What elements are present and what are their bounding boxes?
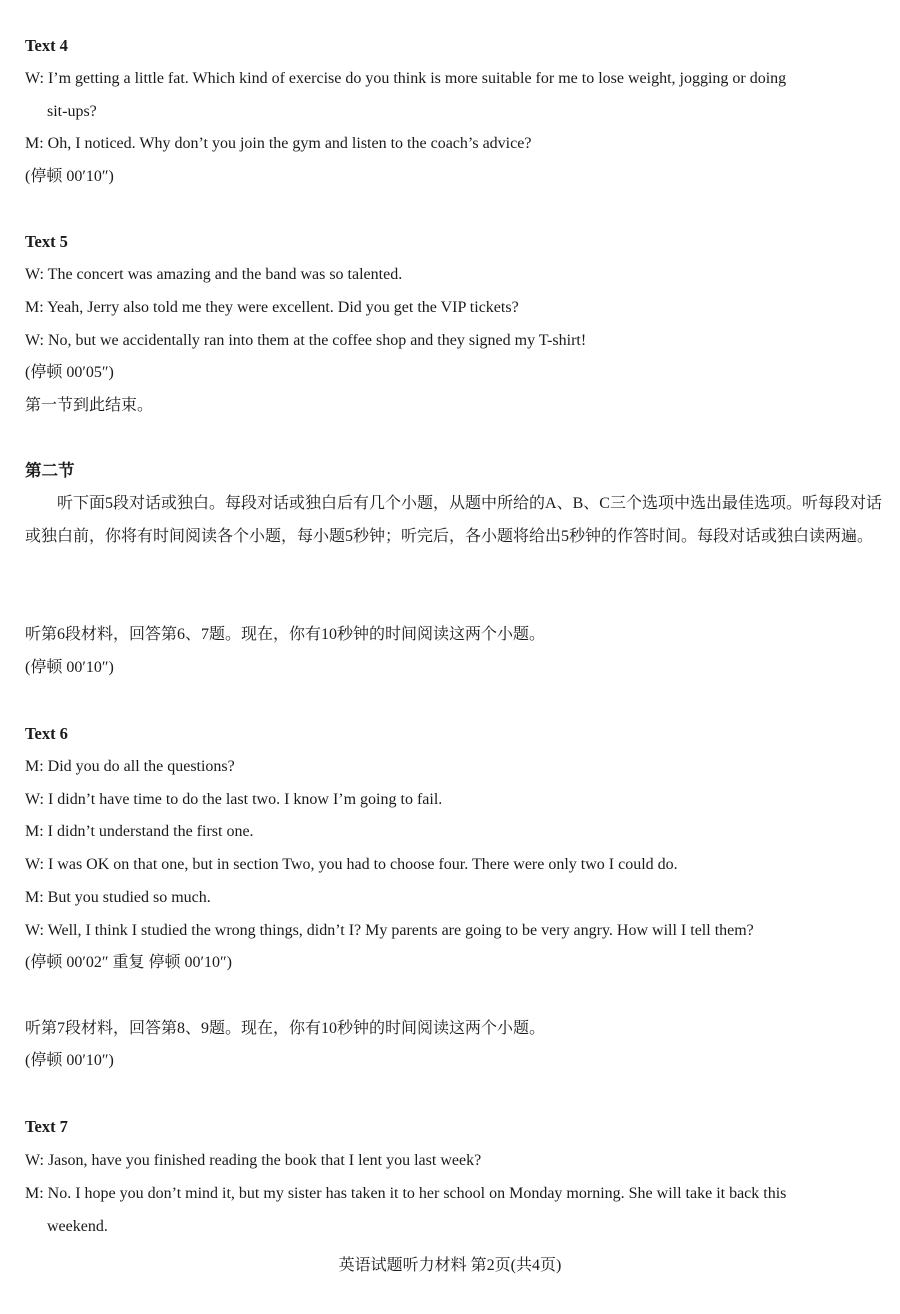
text6-line6: W: Well, I think I studied the wrong things, didn’t I? My parents are going to be very angry. How will I tell them? [25,922,754,939]
prompt6-line: 听第6段材料，回答第6、7题。现在，你有10秒钟的时间阅读这两个小题。 [25,626,546,643]
text5-line1: W: The concert was amazing and the band was so talented. [25,266,403,283]
text4-pause: (停顿 00′10″) [25,168,114,185]
text7-heading: Text 7 [25,1117,68,1136]
text5-pause: (停顿 00′05″) [25,364,114,381]
text6-line5: M: But you studied so much. [25,889,211,906]
text7-line2-start: M: No. I hope you don’t mind it, but my sister has taken it to her school on Monday morning. She will take it back this [25,1185,787,1202]
text7-line2 [25,1184,882,1237]
prompt7-pause: (停顿 00′10″) [25,1052,114,1069]
text6-line2: W: I didn’t have time to do the last two. I know I’m going to fail. [25,791,443,808]
text4-line1-start: W: I’m getting a little fat. Which kind of exercise do you think is more suitable for me to lose weight, jogging or doing [25,70,787,87]
text5-line2: M: Yeah, Jerry also told me they were excellent. Did you get the VIP tickets? [25,299,519,316]
text6-heading: Text 6 [25,724,68,743]
text5-line3: W: No, but we accidentally ran into them at the coffee shop and they signed my T-shirt! [25,332,587,349]
text4-heading: Text 4 [25,36,68,55]
text6-pause: (停顿 00′02″ 重复 停顿 00′10″) [25,954,232,971]
text4-line2: M: Oh, I noticed. Why don’t you join the gym and listen to the coach’s advice? [25,135,532,152]
page-footer: 英语试题听力材料 第2页(共4页) [338,1257,562,1274]
text5-heading: Text 5 [25,232,68,251]
prompt7-line: 听第7段材料，回答第8、9题。现在，你有10秒钟的时间阅读这两个小题。 [25,1020,546,1037]
section2-instructions: 听下面5段对话或独白。每段对话或独白后有几个小题，从题中所给的A、B、C三个选项中选出最佳选项。听每段对话或独白前，你将有时间阅读各个小题，每小题5秒钟；听完后，各小题将给出5秒钟的作答时间。每段对话或独白读两遍。 [25,495,882,545]
text4-line1 [25,69,882,122]
section2-heading: 第二节 [25,461,75,480]
text7-line1: W: Jason, have you finished reading the book that I lent you last week? [25,1152,482,1169]
text4-line1-cont: sit-ups? [47,103,97,120]
text7-line2-cont: weekend. [47,1218,108,1235]
section1-end: 第一节到此结束。 [25,397,154,414]
text6-line3: M: I didn’t understand the first one. [25,823,254,840]
text6-line4: W: I was OK on that one, but in section Two, you had to choose four. There were only two I could do. [25,856,678,873]
prompt6-pause: (停顿 00′10″) [25,659,114,676]
text6-line1: M: Did you do all the questions? [25,758,235,775]
